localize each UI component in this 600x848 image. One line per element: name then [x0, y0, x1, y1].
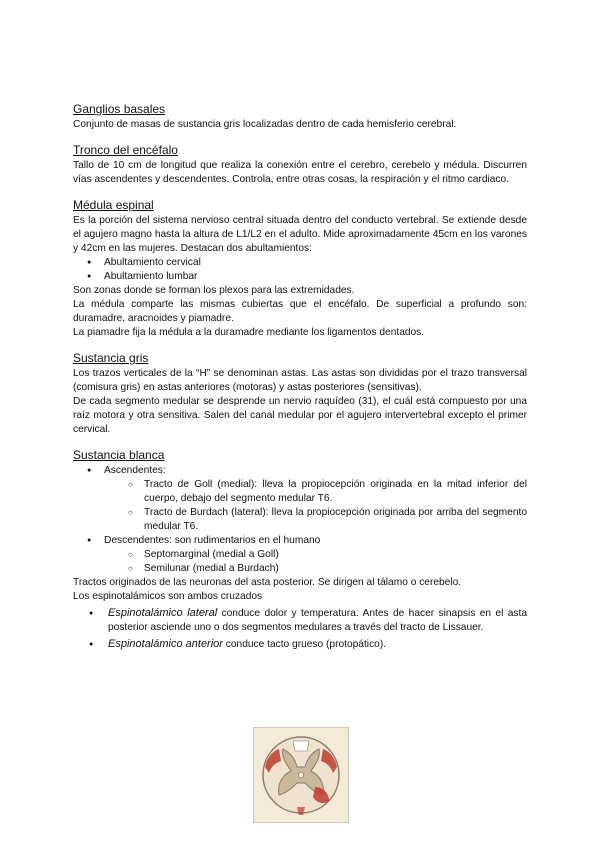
- section-medula-espinal: [73, 197, 527, 340]
- paragraph: Los trazos verticales de la “H” se denominan astas. Las astas son divididas por el trazo transversal (comisura gris) en astas anteriores (motoras) y astas posteriores (sensitivas).: [73, 368, 527, 393]
- sub-list-item: ○ Semilunar (medial a Burdach): [73, 562, 527, 576]
- paragraph: De cada segmento medular se desprende un nervio raquídeo (31), el cuál está compuesto por una raíz motora y otra sensitiva. Salen del canal medular por el agujero intervertebral excepto el primer cervical.: [73, 396, 527, 435]
- list-item: [73, 606, 527, 635]
- sub-list-item: ○ Tracto de Goll (medial): lleva la propiocepción originada en la mitad inferior del cuerpo, debajo del segmento medular T6.: [73, 478, 527, 506]
- central-canal: [299, 773, 304, 778]
- paragraph: Conjunto de masas de sustancia gris localizadas dentro de cada hemisferio cerebral.: [73, 119, 457, 130]
- paragraph: Son zonas donde se forman los plexos para las extremidades.: [73, 285, 355, 296]
- section-heading: Ganglios basales: [73, 102, 166, 116]
- section-heading: Médula espinal: [73, 198, 154, 212]
- list-item-label: Ascendentes:: [104, 465, 166, 476]
- list-item: ● Abultamiento lumbar: [73, 270, 527, 284]
- paragraph: Los espinotalámicos son ambos cruzados: [73, 591, 263, 602]
- sub-bullet-list: [73, 478, 527, 534]
- list-item: [73, 534, 527, 576]
- bullet-list: [73, 606, 527, 652]
- paragraph: Tractos originados de las neuronas del asta posterior. Se dirigen al tálamo o cerebelo.: [73, 577, 462, 588]
- term-description: conduce dolor y temperatura. Antes de hacer sinapsis en el asta posterior asciende uno o dos segmentos medulares a través del tracto de Lissauer.: [108, 608, 527, 633]
- bullet-list: [73, 256, 527, 284]
- document-content: [73, 101, 527, 662]
- section-sustancia-gris: [73, 350, 527, 437]
- list-item-label: Descendentes: son rudimentarios en el humano: [104, 535, 321, 546]
- term-description: conduce tacto grueso (protopático).: [222, 639, 387, 650]
- section-heading: Sustancia gris: [73, 351, 149, 365]
- paragraph: La médula comparte las mismas cubiertas que el encéfalo. De superficial a profundo son: duramadre, aracnoides y piamadre.: [73, 299, 527, 324]
- section-ganglios-basales: [73, 101, 527, 132]
- sub-list-item: ○ Septomarginal (medial a Goll): [73, 548, 527, 562]
- bullet-list: [73, 464, 527, 576]
- section-tronco-encefalo: [73, 142, 527, 187]
- list-item: [73, 637, 527, 652]
- sub-bullet-list: [73, 548, 527, 576]
- section-heading: Tronco del encéfalo: [73, 143, 178, 157]
- paragraph: La piamadre fija la médula a la duramadre mediante los ligamentos dentados.: [73, 327, 425, 338]
- section-sustancia-blanca: [73, 447, 527, 652]
- list-item: [73, 464, 527, 534]
- spinal-cord-cross-section-illustration: [253, 727, 349, 823]
- section-heading: Sustancia blanca: [73, 448, 165, 462]
- posterior-columns: [293, 741, 309, 751]
- list-item: ● Abultamiento cervical: [73, 256, 527, 270]
- term: Espinotalámico anterior: [108, 638, 223, 650]
- sub-list-item: ○ Tracto de Burdach (lateral): lleva la propiocepción originada por arriba del segmento medular T6.: [73, 506, 527, 534]
- paragraph: Tallo de 10 cm de longitud que realiza la conexión entre el cerebro, cerebelo y médula. Discurren vías ascendentes y descendentes. Controla, entre otras cosas, la respiración y el ritmo cardiaco.: [73, 160, 527, 185]
- paragraph: Es la porción del sistema nervioso central situada dentro del conducto vertebral. Se extiende desde el agujero magno hasta la altura de L1/L2 en el adulto. Mide aproximadamente 45cm en los varones y 42cm en las mujeres. Destacan dos abultamientos:: [73, 215, 527, 254]
- term: Espinotalámico lateral: [108, 607, 218, 619]
